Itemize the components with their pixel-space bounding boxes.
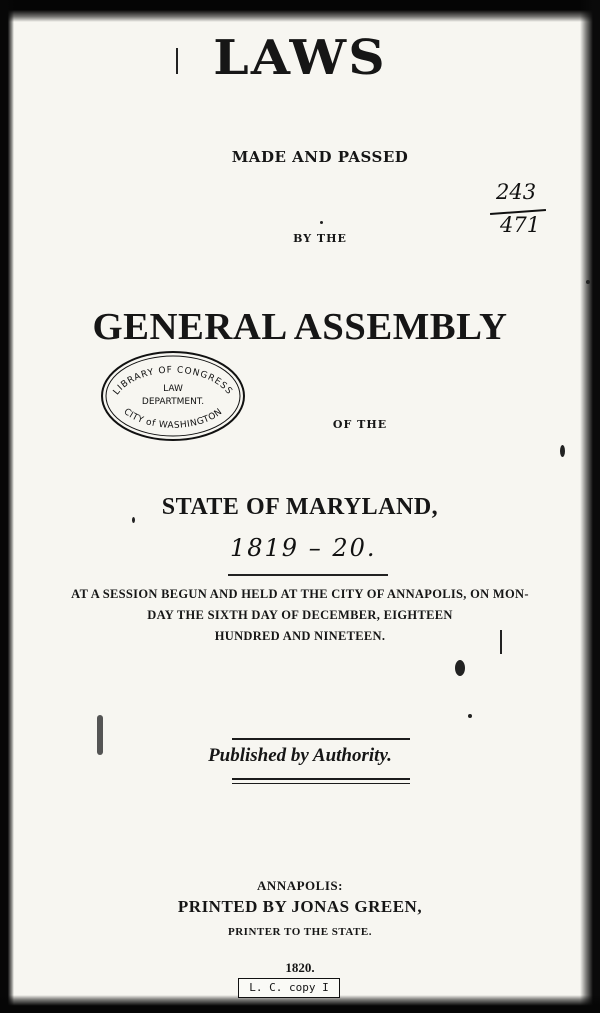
stamp-line-law: LAW <box>163 384 183 394</box>
session-line-3: HUNDRED AND NINETEEN. <box>214 629 386 643</box>
imprint-place: ANNAPOLIS: <box>257 878 343 893</box>
subtitle-by-the: BY THE <box>293 232 347 245</box>
published-rule-bottom <box>232 778 410 780</box>
stamp-arc-bottom: CITY of WASHINGTON <box>121 406 225 431</box>
handwritten-underline <box>228 574 388 576</box>
stamp-oval-icon <box>100 350 246 442</box>
imprint-year: 1820. <box>285 960 315 975</box>
scan-speck <box>468 714 472 718</box>
main-title: LAWS <box>213 30 387 86</box>
heading-state: STATE OF MARYLAND, <box>161 494 439 520</box>
scan-speck <box>560 445 565 457</box>
stamp-arc-top: LIBRARY OF CONGRESS <box>111 365 235 398</box>
library-stamp <box>100 350 246 442</box>
session-line-2: DAY THE SIXTH DAY OF DECEMBER, EIGHTEEN <box>147 608 453 622</box>
imprint-printer-title: PRINTER TO THE STATE. <box>228 926 372 938</box>
scan-speck <box>586 280 590 284</box>
svg-text:CITY of WASHINGTON <box>122 407 225 431</box>
subtitle-made-and-passed: MADE AND PASSED <box>231 148 409 166</box>
published-rule-top <box>232 738 410 740</box>
subtitle-of-the: OF THE <box>332 418 388 431</box>
stamp-line-department: DEPARTMENT. <box>141 397 205 407</box>
scan-speck <box>320 221 323 224</box>
handwritten-session-years: 1819 – 20. <box>230 534 377 562</box>
published-rule-bottom-2 <box>232 783 410 784</box>
call-number-top: 243 <box>496 180 537 204</box>
heading-general-assembly: GENERAL ASSEMBLY <box>92 306 508 348</box>
session-statement <box>0 584 600 647</box>
copy-label: L. C. copy I <box>238 978 340 998</box>
scan-speck <box>455 660 465 676</box>
scan-edge-top <box>0 0 600 22</box>
call-number-bottom: 471 <box>500 213 541 237</box>
published-by-authority: Published by Authority. <box>208 745 392 766</box>
imprint-printer: PRINTED BY JONAS GREEN, <box>177 897 423 916</box>
session-line-1: AT A SESSION BEGUN AND HELD AT THE CITY OF ANNAPOLIS, ON MON- <box>71 587 529 601</box>
